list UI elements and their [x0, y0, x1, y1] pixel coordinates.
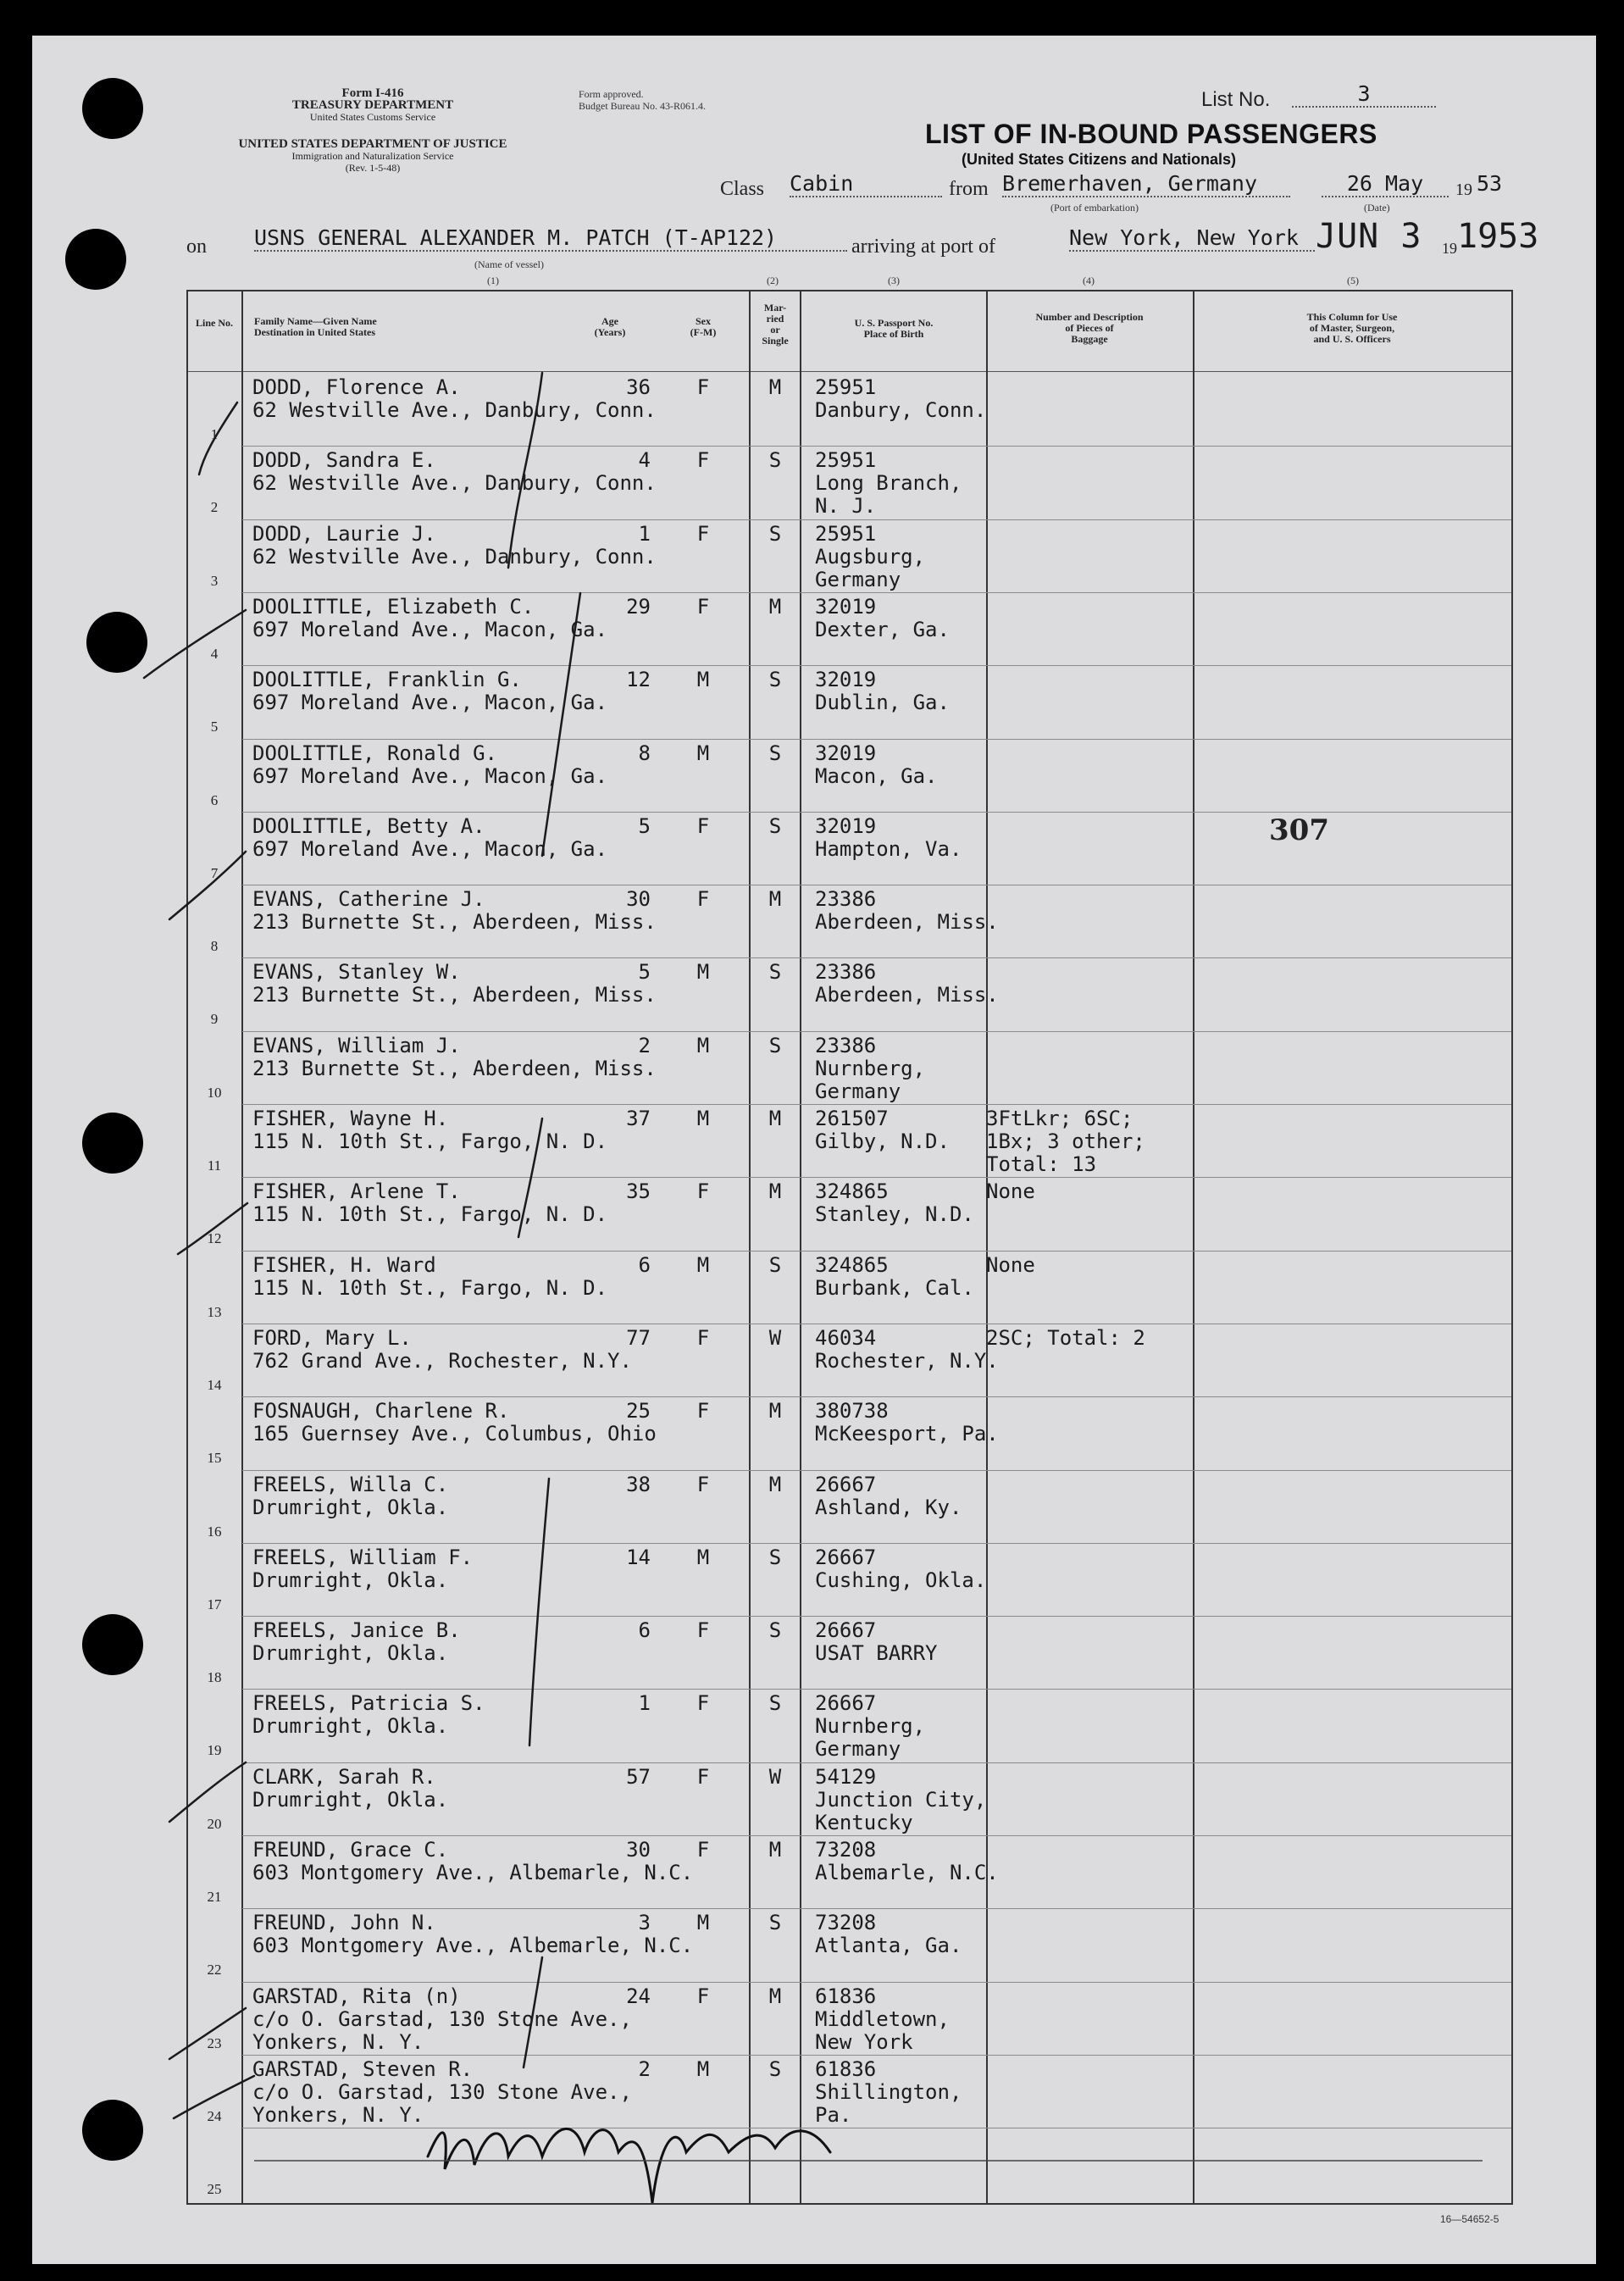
marital-status: S [768, 521, 782, 546]
sex: F [696, 1764, 710, 1789]
arrival-year-prefix: 19 [1442, 240, 1457, 257]
line-number: 9 [210, 1011, 219, 1028]
age: 5 [638, 960, 651, 985]
destination: Drumright, Okla. [252, 1641, 449, 1666]
passenger-name: FOSNAUGH, Charlene R. [252, 1399, 510, 1424]
sex: M [696, 1252, 710, 1277]
line-number: 1 [210, 426, 219, 442]
sex: F [696, 521, 710, 546]
age: 38 [626, 1472, 651, 1496]
line-number: 6 [210, 791, 219, 808]
place-of-birth: Long Branch, N. J. [815, 471, 962, 519]
col-header-sex: Sex (F-M) [690, 315, 717, 338]
baggage: None [986, 1252, 1035, 1277]
passenger-name: DOOLITTLE, Ronald G. [252, 741, 497, 765]
sex: F [696, 1838, 710, 1862]
passport-number: 380738 [815, 1399, 889, 1424]
age: 1 [638, 521, 651, 546]
passport-number: 25951 [815, 521, 877, 546]
marital-status: S [768, 1911, 782, 1935]
sex: M [696, 960, 710, 985]
passport-number: 32019 [815, 668, 877, 692]
marital-status: M [768, 887, 782, 912]
age: 29 [626, 594, 651, 619]
age: 30 [626, 1838, 651, 1862]
date-year-prefix: 19 [1455, 180, 1472, 199]
baggage: 2SC; Total: 2 [986, 1325, 1145, 1350]
passport-number: 32019 [815, 813, 877, 838]
passport-number: 25951 [815, 375, 877, 399]
sex: M [696, 741, 710, 765]
sex: M [696, 2056, 710, 2081]
col-header-line-no: Line No. [195, 317, 233, 329]
passenger-name: FREELS, Willa C. [252, 1472, 449, 1496]
destination: 115 N. 10th St., Fargo, N. D. [252, 1129, 608, 1153]
marital-status: M [768, 594, 782, 619]
passport-number: 23386 [815, 887, 877, 912]
passenger-name: FISHER, Arlene T. [252, 1179, 461, 1204]
line-number: 5 [210, 719, 219, 735]
passenger-name: DODD, Laurie J. [252, 521, 436, 546]
place-of-birth: USAT BARRY [815, 1641, 938, 1666]
age: 24 [626, 1984, 651, 2008]
line-number: 16 [207, 1523, 222, 1540]
marital-status: S [768, 448, 782, 473]
footer-code: 16—54652-5 [1440, 2213, 1499, 2225]
passenger-name: DODD, Florence A. [252, 375, 461, 399]
destination: Drumright, Okla. [252, 1714, 449, 1739]
age: 57 [626, 1764, 651, 1789]
sex: F [696, 1691, 710, 1716]
sex: M [696, 1107, 710, 1130]
age: 37 [626, 1107, 651, 1130]
place-of-birth: Junction City, Kentucky [815, 1787, 987, 1834]
page-subtitle: (United States Citizens and Nationals) [962, 151, 1237, 168]
passenger-name: FREELS, Patricia S. [252, 1691, 485, 1716]
sex: M [696, 668, 710, 692]
line-number: 2 [210, 499, 219, 516]
customs-service: United States Customs Service [309, 111, 436, 123]
passenger-name: FORD, Mary L. [252, 1325, 412, 1350]
passport-number: 26667 [815, 1618, 877, 1643]
destination: 213 Burnette St., Aberdeen, Miss. [252, 983, 657, 1007]
vessel-caption: (Name of vessel) [474, 258, 544, 270]
list-no-label: List No. [1201, 88, 1271, 111]
col-header-married: Mar- ried or Single [762, 302, 789, 347]
col-header-officers: This Column for Use of Master, Surgeon, and U. S. Officers [1306, 311, 1398, 345]
place-of-birth: Middletown, New York [815, 2006, 950, 2054]
line-number: 18 [207, 1669, 222, 1686]
place-of-birth: Ashland, Ky. [815, 1495, 962, 1519]
destination: 62 Westville Ave., Danbury, Conn. [252, 544, 657, 569]
marital-status: M [768, 1984, 782, 2008]
sex: F [696, 1325, 710, 1350]
marital-status: M [768, 1399, 782, 1424]
line-number: 4 [210, 645, 219, 662]
line-number: 10 [207, 1084, 222, 1101]
age: 30 [626, 887, 651, 912]
arrival-year: 1953 [1457, 217, 1539, 256]
marital-status: M [768, 1107, 782, 1130]
baggage: None [986, 1179, 1035, 1204]
date-year: 53 [1477, 171, 1503, 196]
passenger-name: GARSTAD, Rita (n) [252, 1984, 461, 2008]
age: 4 [638, 448, 651, 473]
officer-number-stamp: 307 [1269, 813, 1329, 847]
line-number: 8 [210, 938, 219, 955]
passenger-name: FREUND, John N. [252, 1911, 436, 1935]
age: 6 [638, 1618, 651, 1643]
marital-status: M [768, 1472, 782, 1496]
passport-number: 324865 [815, 1252, 889, 1277]
budget-bureau: Budget Bureau No. 43-R061.4. [579, 100, 706, 112]
destination: 165 Guernsey Ave., Columbus, Ohio [252, 1422, 657, 1446]
sex: F [696, 375, 710, 399]
col-num-3: (3) [888, 275, 900, 286]
place-of-birth: Nurnberg, Germany [815, 1714, 926, 1762]
sex: F [696, 594, 710, 619]
passenger-name: CLARK, Sarah R. [252, 1764, 436, 1789]
marital-status: S [768, 741, 782, 765]
passport-number: 32019 [815, 741, 877, 765]
place-of-birth: Gilby, N.D. [815, 1129, 950, 1153]
destination: 697 Moreland Ave., Macon, Ga. [252, 691, 608, 715]
marital-status: M [768, 1838, 782, 1862]
destination: 603 Montgomery Ave., Albemarle, N.C. [252, 1934, 694, 1958]
sex: F [696, 1618, 710, 1643]
passport-number: 23386 [815, 1033, 877, 1057]
place-of-birth: Nurnberg, Germany [815, 1056, 926, 1103]
age: 35 [626, 1179, 651, 1204]
passenger-name: DOOLITTLE, Franklin G. [252, 668, 522, 692]
place-of-birth: Hampton, Va. [815, 836, 962, 861]
marital-status: S [768, 2056, 782, 2081]
sex: F [696, 1179, 710, 1204]
passport-number: 324865 [815, 1179, 889, 1204]
marital-status: S [768, 1691, 782, 1716]
passport-number: 32019 [815, 594, 877, 619]
age: 1 [638, 1691, 651, 1716]
place-of-birth: Macon, Ga. [815, 763, 938, 788]
justice-dept: UNITED STATES DEPARTMENT OF JUSTICE [238, 137, 507, 151]
destination: 697 Moreland Ave., Macon, Ga. [252, 836, 608, 861]
line-number: 25 [207, 2181, 222, 2198]
sex: M [696, 1911, 710, 1935]
passenger-name: DOOLITTLE, Elizabeth C. [252, 594, 535, 619]
date-caption: (Date) [1364, 202, 1390, 214]
line-number: 24 [207, 2107, 222, 2124]
age: 6 [638, 1252, 651, 1277]
destination: 62 Westville Ave., Danbury, Conn. [252, 471, 657, 496]
port-caption: (Port of embarkation) [1050, 202, 1139, 214]
line-number: 23 [207, 2034, 222, 2051]
passenger-name: FISHER, H. Ward [252, 1252, 436, 1277]
marital-status: S [768, 1545, 782, 1569]
col-header-passport: U. S. Passport No. Place of Birth [854, 317, 934, 340]
line-number: 21 [207, 1889, 222, 1905]
class-value: Cabin [790, 171, 942, 197]
place-of-birth: Aberdeen, Miss. [815, 910, 999, 935]
age: 2 [638, 1033, 651, 1057]
col-num-2: (2) [767, 275, 779, 286]
place-of-birth: Danbury, Conn. [815, 398, 987, 422]
destination: c/o O. Garstad, 130 Stone Ave., Yonkers, N. Y. [252, 2079, 632, 2127]
line-number: 7 [210, 864, 219, 881]
col-num-1: (1) [487, 275, 499, 286]
marital-status: S [768, 1252, 782, 1277]
from-label: from [949, 178, 989, 200]
passport-number: 26667 [815, 1545, 877, 1569]
place-of-birth: McKeesport, Pa. [815, 1422, 999, 1446]
line-number: 12 [207, 1230, 222, 1247]
passport-number: 54129 [815, 1764, 877, 1789]
age: 36 [626, 375, 651, 399]
passport-number: 73208 [815, 1911, 877, 1935]
passenger-name: FREELS, William F. [252, 1545, 474, 1569]
passport-number: 23386 [815, 960, 877, 985]
place-of-birth: Rochester, N.Y. [815, 1348, 999, 1373]
place-of-birth: Shillington, Pa. [815, 2079, 962, 2127]
sex: F [696, 813, 710, 838]
arrival-port: New York, New York [1069, 225, 1315, 252]
on-label: on [186, 236, 207, 258]
passenger-name: FISHER, Wayne H. [252, 1107, 449, 1130]
age: 12 [626, 668, 651, 692]
passport-number: 46034 [815, 1325, 877, 1350]
line-number: 3 [210, 572, 219, 589]
line-number: 14 [207, 1376, 222, 1393]
col-num-4: (4) [1083, 275, 1095, 286]
sex: F [696, 1984, 710, 2008]
destination: 697 Moreland Ave., Macon, Ga. [252, 763, 608, 788]
marital-status: S [768, 668, 782, 692]
baggage: 3FtLkr; 6SC; 1Bx; 3 other; Total: 13 [986, 1107, 1145, 1176]
place-of-birth: Burbank, Cal. [815, 1275, 974, 1300]
class-label: Class [720, 178, 765, 200]
sex: M [696, 1033, 710, 1057]
form-approved: Form approved. [579, 88, 644, 100]
age: 14 [626, 1545, 651, 1569]
destination: 697 Moreland Ave., Macon, Ga. [252, 617, 608, 641]
col-num-5: (5) [1347, 275, 1359, 286]
passenger-name: FREELS, Janice B. [252, 1618, 461, 1643]
marital-status: W [768, 1325, 782, 1350]
passport-number: 26667 [815, 1691, 877, 1716]
marital-status: M [768, 1179, 782, 1204]
age: 25 [626, 1399, 651, 1424]
line-number: 11 [207, 1157, 222, 1174]
destination: c/o O. Garstad, 130 Stone Ave., Yonkers, N. Y. [252, 2006, 632, 2054]
place-of-birth: Augsburg, Germany [815, 544, 926, 591]
ins-service: Immigration and Naturalization Service [291, 150, 454, 162]
line-number: 22 [207, 1962, 222, 1979]
date-value: 26 May [1322, 171, 1449, 197]
page-title: LIST OF IN-BOUND PASSENGERS [925, 119, 1377, 149]
arriving-label: arriving at port of [851, 236, 995, 258]
line-number: 15 [207, 1450, 222, 1467]
destination: Drumright, Okla. [252, 1495, 449, 1519]
sex: F [696, 1472, 710, 1496]
vessel-name: USNS GENERAL ALEXANDER M. PATCH (T-AP122) [254, 225, 847, 252]
destination: 115 N. 10th St., Fargo, N. D. [252, 1275, 608, 1300]
form-number: Form I-416 [341, 86, 404, 100]
destination: 603 Montgomery Ave., Albemarle, N.C. [252, 1861, 694, 1884]
destination: 62 Westville Ave., Danbury, Conn. [252, 398, 657, 422]
sex: F [696, 1399, 710, 1424]
age: 5 [638, 813, 651, 838]
place-of-birth: Aberdeen, Miss. [815, 983, 999, 1007]
place-of-birth: Atlanta, Ga. [815, 1934, 962, 1958]
line-number: 17 [207, 1596, 222, 1612]
place-of-birth: Dexter, Ga. [815, 617, 950, 641]
revision: (Rev. 1-5-48) [345, 162, 401, 174]
destination: 115 N. 10th St., Fargo, N. D. [252, 1202, 608, 1227]
sex: M [696, 1545, 710, 1569]
from-value: Bremerhaven, Germany [1002, 171, 1290, 197]
age: 77 [626, 1325, 651, 1350]
place-of-birth: Albemarle, N.C. [815, 1861, 999, 1884]
passenger-name: GARSTAD, Steven R. [252, 2056, 474, 2081]
passport-number: 61836 [815, 2056, 877, 2081]
marital-status: S [768, 1618, 782, 1643]
arrival-date-stamp: JUN 3 [1316, 217, 1422, 256]
age: 3 [638, 1911, 651, 1935]
marital-status: S [768, 960, 782, 985]
passenger-name: FREUND, Grace C. [252, 1838, 449, 1862]
line-number: 19 [207, 1742, 222, 1759]
marital-status: W [768, 1764, 782, 1789]
line-number: 20 [207, 1815, 222, 1832]
marital-status: S [768, 1033, 782, 1057]
passport-number: 73208 [815, 1838, 877, 1862]
passenger-name: DOOLITTLE, Betty A. [252, 813, 485, 838]
place-of-birth: Cushing, Okla. [815, 1568, 987, 1592]
passport-number: 61836 [815, 1984, 877, 2008]
marital-status: S [768, 813, 782, 838]
age: 2 [638, 2056, 651, 2081]
destination: Drumright, Okla. [252, 1787, 449, 1812]
list-no-value: 3 [1292, 81, 1436, 108]
sex: F [696, 887, 710, 912]
signature [428, 2128, 830, 2203]
passport-number: 25951 [815, 448, 877, 473]
col-header-name: Family Name—Given Name Destination in United States [254, 315, 377, 338]
passport-number: 261507 [815, 1107, 889, 1130]
treasury-dept: TREASURY DEPARTMENT [291, 98, 454, 112]
passenger-name: DODD, Sandra E. [252, 448, 436, 473]
marital-status: M [768, 375, 782, 399]
place-of-birth: Dublin, Ga. [815, 691, 950, 715]
passenger-name: EVANS, William J. [252, 1033, 461, 1057]
col-header-baggage: Number and Description of Pieces of Baggage [1035, 311, 1144, 345]
line-number: 13 [207, 1303, 222, 1320]
col-header-age: Age (Years) [594, 315, 626, 338]
place-of-birth: Stanley, N.D. [815, 1202, 974, 1227]
age: 8 [638, 741, 651, 765]
destination: 762 Grand Ave., Rochester, N.Y. [252, 1348, 632, 1373]
destination: 213 Burnette St., Aberdeen, Miss. [252, 910, 657, 935]
passenger-name: EVANS, Stanley W. [252, 960, 461, 985]
destination: 213 Burnette St., Aberdeen, Miss. [252, 1056, 657, 1080]
passenger-name: EVANS, Catherine J. [252, 887, 485, 912]
sex: F [696, 448, 710, 473]
destination: Drumright, Okla. [252, 1568, 449, 1592]
passport-number: 26667 [815, 1472, 877, 1496]
